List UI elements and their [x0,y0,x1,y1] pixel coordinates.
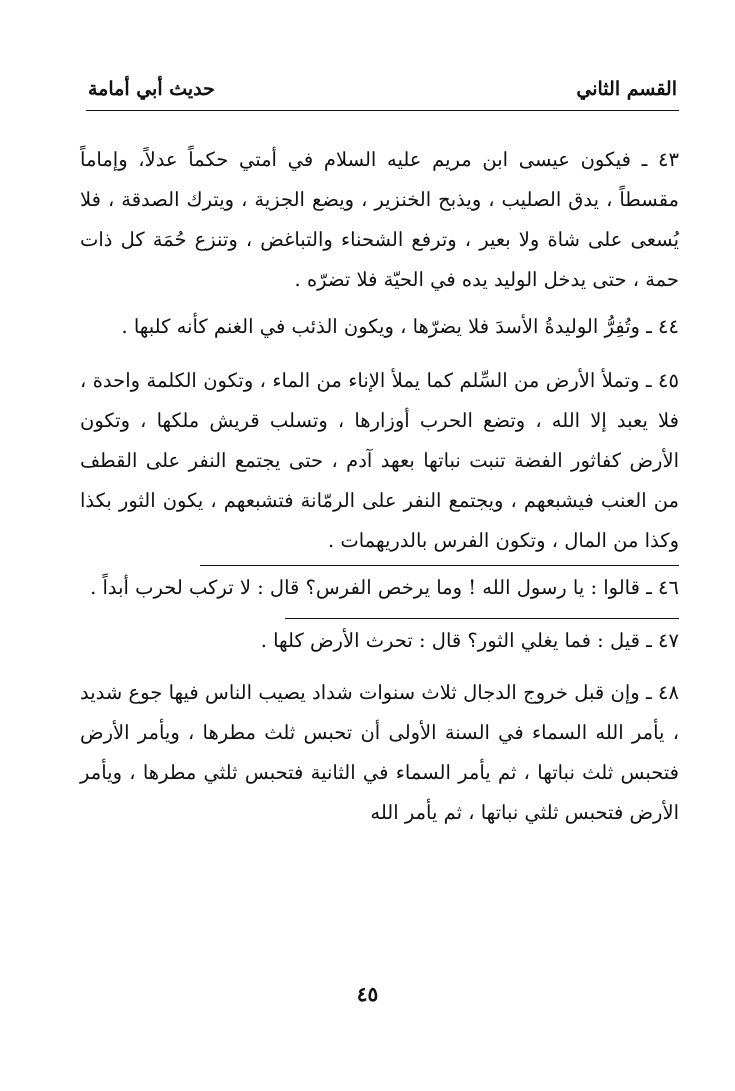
page-number: ٤٥ [356,982,379,1006]
header-rule [86,110,679,111]
divider-rule-1 [200,565,679,566]
paragraph-45: ٤٥ ـ وتملأ الأرض من السِّلم كما يملأ الإناء من الماء ، وتكون الكلمة واحدة ، فلا يعبد إلا الله ، وتضع الحرب أوزارها ، وتسلب قريش ملكها ، وتكون الأرض كفاثور الفضة تنبت نباتها بعهد آدم ، حتى يجتمع النفر على القطف من العنب فيشبعهم ، ويجتمع النفر على الرمّانة فتشبعهم ، يكون الثور بكذا وكذا من المال ، وتكون الفرس بالدريهمات . [80,369,679,552]
paragraph-46: ٤٦ ـ قالوا : يا رسول الله ! وما يرخص الفرس؟ قال : لا تركب لحرب أبداً . [90,576,679,599]
paragraph-43: ٤٣ ـ فيكون عيسى ابن مريم عليه السلام في أمتي حكماً عدلاً، وإماماً مقسطاً ، يدق الصليب ، ويذبح الخنزير ، ويضع الجزية ، ويترك الصدقة ، فلا يُسعى على شاة ولا بعير ، وترفع الشحناء والتباغض ، وتنزع حُمَة كل ذات حمة ، حتى يدخل الوليد يده في الحيّة فلا تضرّه . [80,148,679,291]
page-body [80,140,679,833]
paragraph-44: ٤٤ ـ وتُفِرُّ الوليدةُ الأسدَ فلا يضرّها ، ويكون الذئب في الغنم كأنه كلبها . [121,315,679,338]
paragraph-48: ٤٨ ـ وإن قبل خروج الدجال ثلاث سنوات شداد يصيب الناس فيها جوع شديد ، يأمر الله السماء في السنة الأولى أن تحبس ثلث مطرها ، ويأمر الأرض فتحبس ثلث نباتها ، ثم يأمر السماء في الثانية فتحبس ثلثي مطرها ، ويأمر الأرض فتحبس ثلثي نباتها ، ثم يأمر الله [80,681,679,824]
divider-rule-2 [285,618,679,619]
header-section: القسم الثاني [576,78,677,100]
paragraph-47: ٤٧ ـ قيل : فما يغلي الثور؟ قال : تحرث الأرض كلها . [260,629,679,652]
running-header [88,74,677,104]
header-title: حديث أبي أمامة [88,78,215,100]
